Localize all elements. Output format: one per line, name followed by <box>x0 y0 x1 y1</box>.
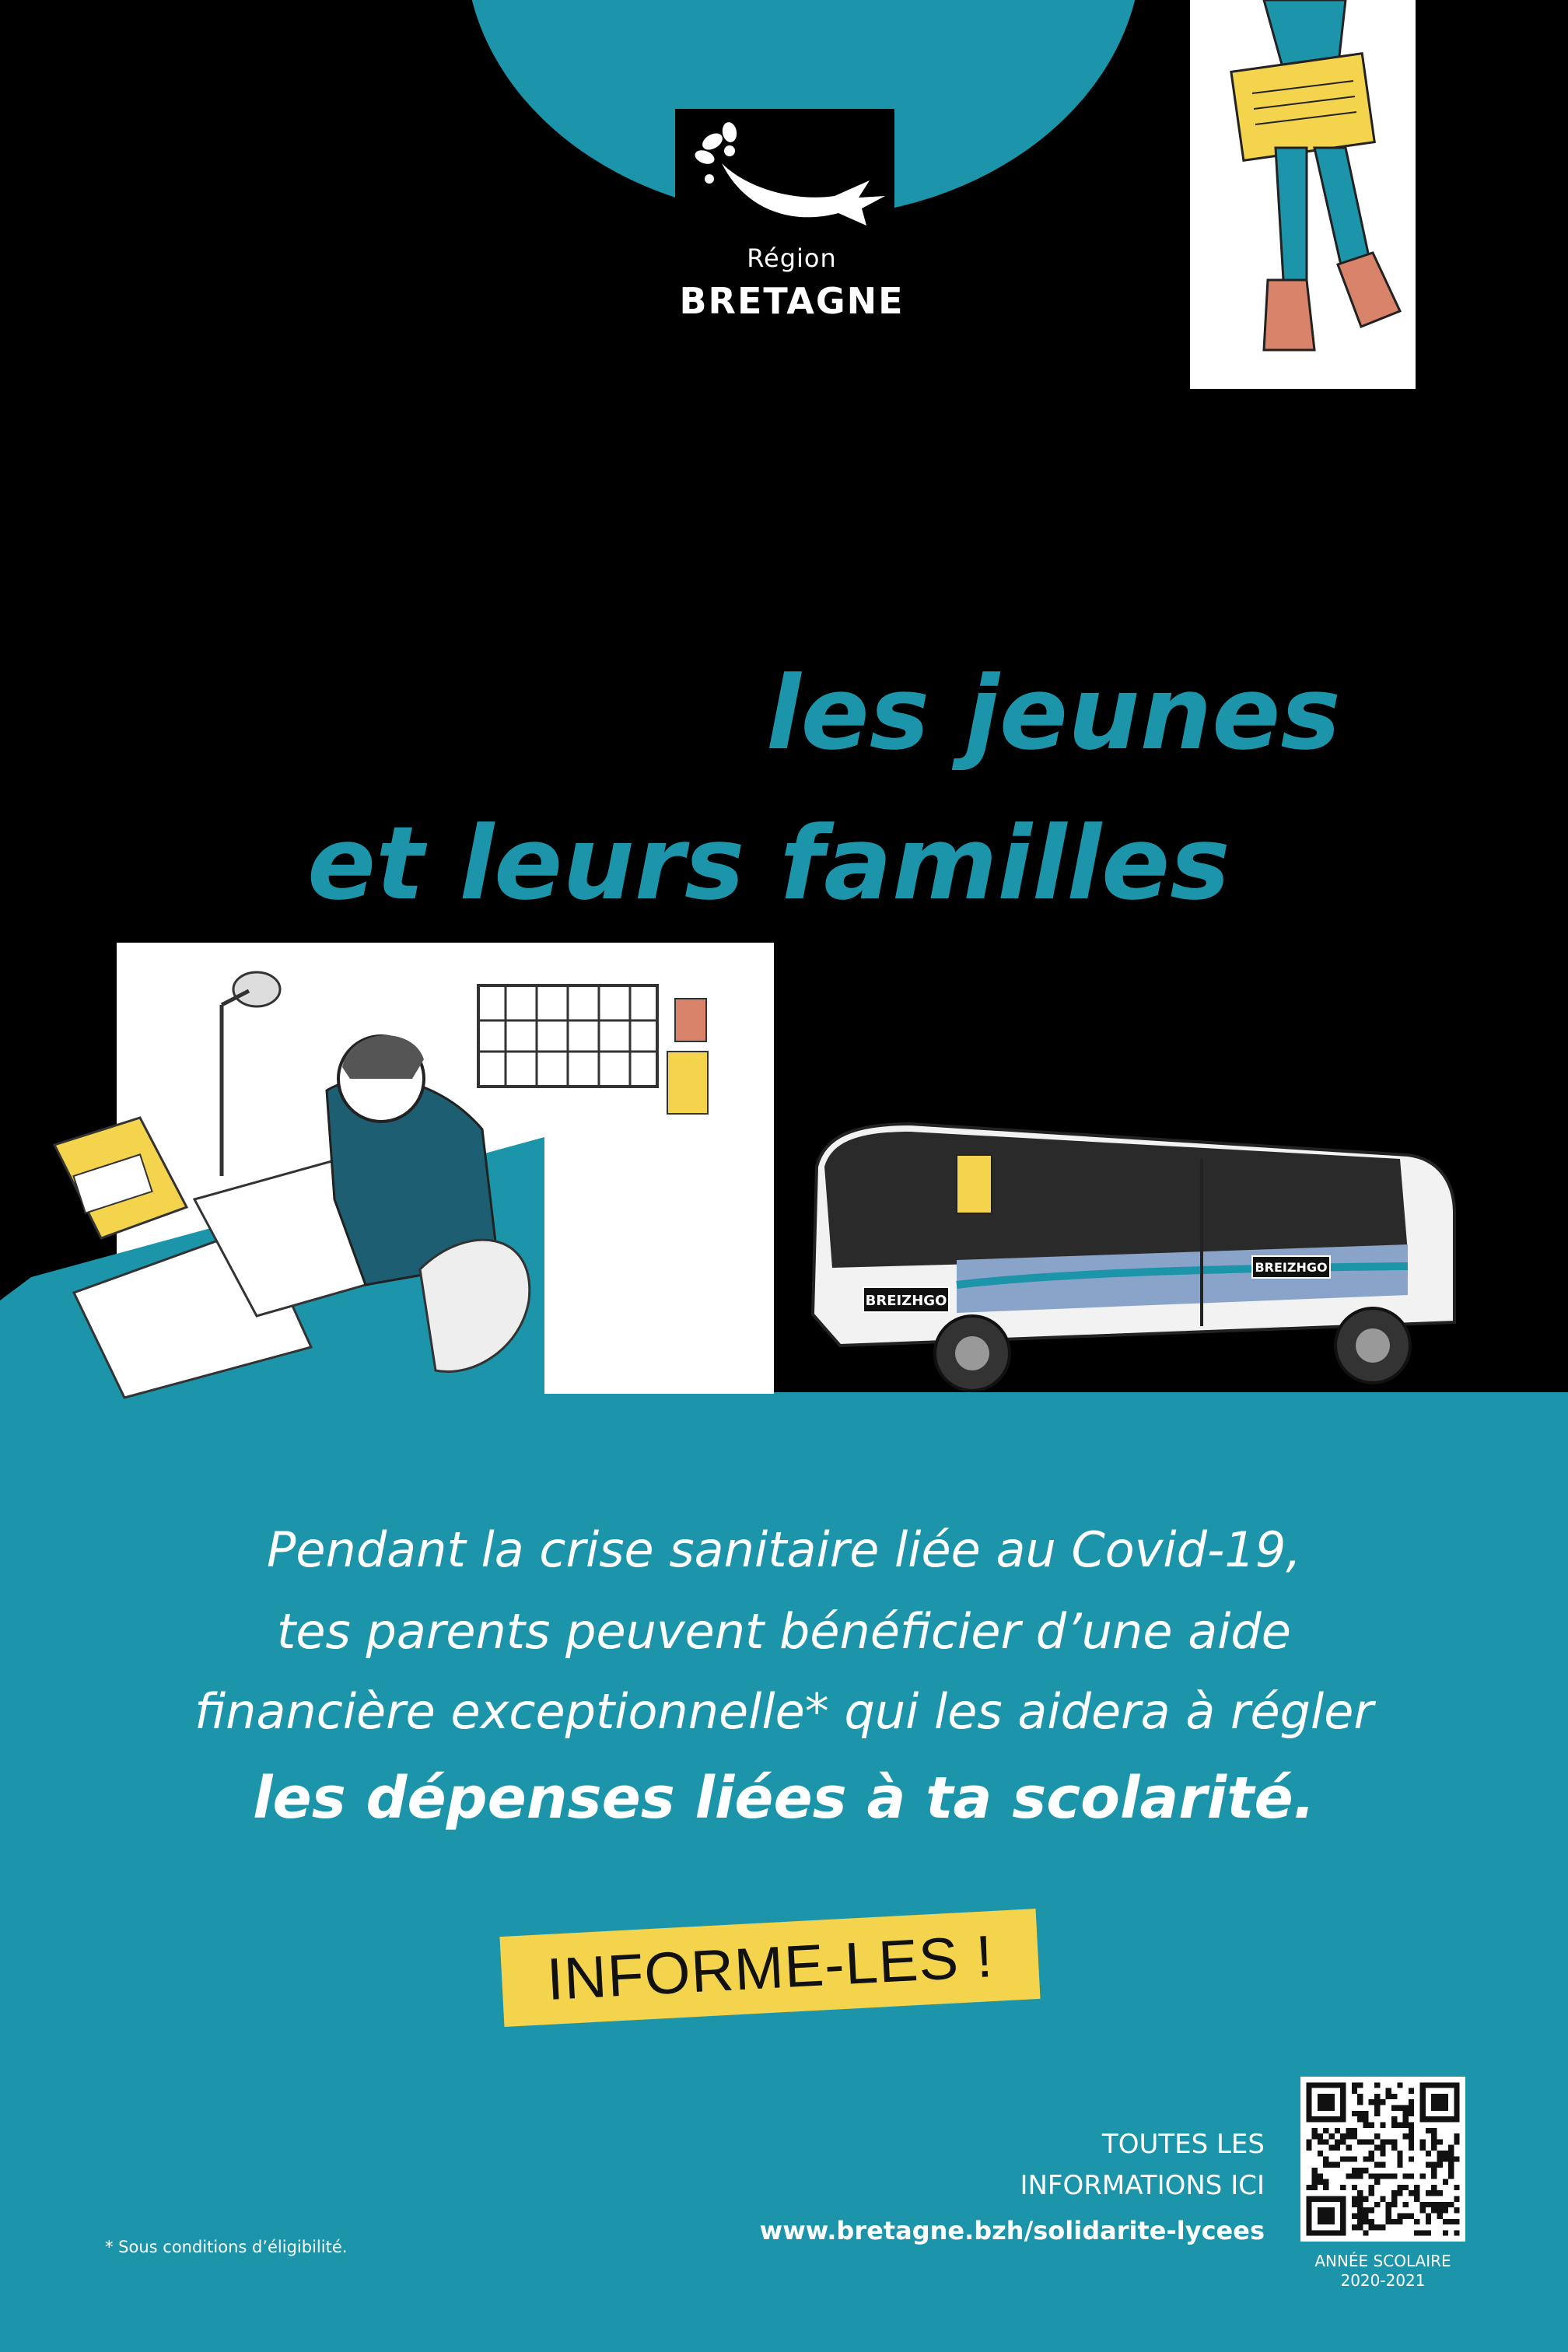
info-line-1: TOUTES LES <box>1101 2129 1265 2160</box>
info-line-2: INFORMATIONS ICI <box>1020 2170 1265 2201</box>
cta-label: INFORME-LES ! <box>544 1923 996 2013</box>
body-line-3: financière exceptionnelle* qui les aidera à régler <box>194 1683 1374 1740</box>
region-logo <box>675 109 894 233</box>
school-year-label: ANNÉE SCOLAIRE <box>1314 2252 1451 2270</box>
body-line-1: Pendant la crise sanitaire liée au Covid-19, <box>267 1521 1301 1578</box>
school-year-value: 2020-2021 <box>1340 2271 1426 2290</box>
school-year <box>1285 2252 1481 2291</box>
bretagne-label: BRETAGNE <box>679 280 905 322</box>
bus-front-label: BREIZHGO <box>1255 1260 1328 1275</box>
qr-code-icon[interactable] <box>1300 2077 1465 2242</box>
breizhgo-bus-illustration <box>793 1112 1478 1404</box>
website-link[interactable]: www.bretagne.bzh/solidarite-lycees <box>759 2216 1265 2245</box>
headline-line-2: et leurs familles <box>307 804 1230 922</box>
bus-side-label: BREIZHGO <box>865 1293 947 1309</box>
headline-line-1: les jeunes <box>766 654 1341 772</box>
walking-person-illustration <box>1190 0 1416 389</box>
region-label: Région <box>747 243 837 273</box>
body-line-2: tes parents peuvent bénéficier d’une aide <box>277 1603 1291 1660</box>
student-at-desk-illustration <box>0 943 774 1402</box>
eligibility-footnote: * Sous conditions d’éligibilité. <box>105 2238 348 2256</box>
ermine-bird-logo-icon <box>675 109 894 233</box>
body-line-emphasis: les dépenses liées à ta scolarité. <box>253 1765 1315 1832</box>
